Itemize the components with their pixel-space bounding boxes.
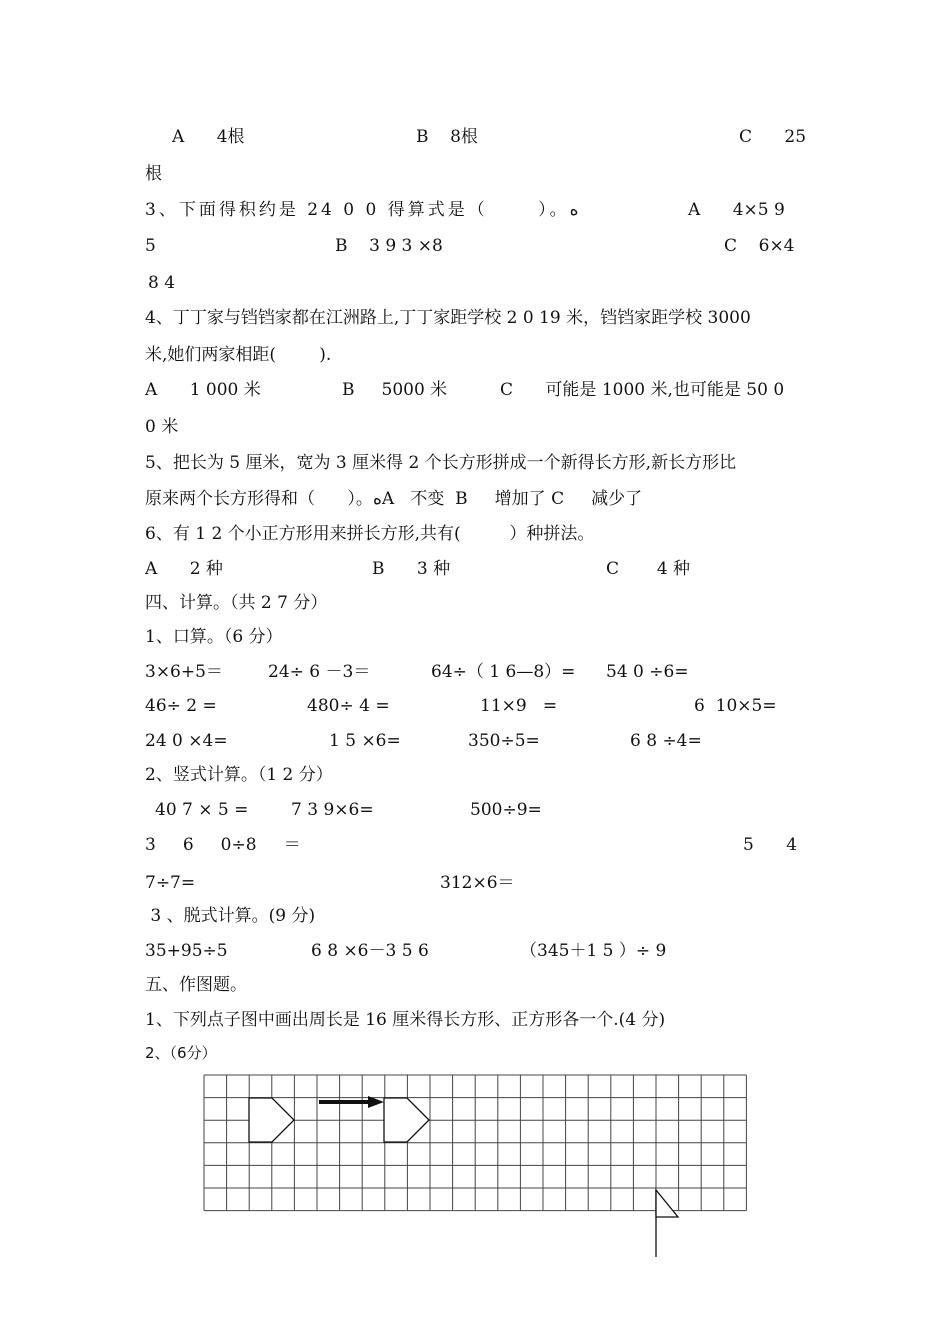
stepwise-calc-title: 3 、脱式计算。(9 分) [145,906,316,926]
draw-q1-text: 1、下列点子图中画出周长是 16 厘米得长方形、正方形各一个.(4 分) [145,1010,666,1030]
oral-item: 480÷ 4 = [307,696,390,716]
q4-option-c-continued: 0 米 [145,417,179,437]
oral-item: 46÷ 2 = [145,696,217,716]
q3-option-b: B 3 9 3 ×8 [335,236,443,256]
vertical-item: 3 6 0÷8 ＝ [145,835,301,855]
q3-stem: 3、下面得积约是 24 0 0 得算式是（ ）。ه [145,200,579,220]
vertical-item: 40 7 × 5 = [155,800,249,820]
q3-option-c-continued: 8 4 [148,273,176,293]
pentagon-shape-original [249,1098,294,1142]
q6-option-c: C 4 种 [606,559,691,579]
q2-option-c: C 25 [739,127,807,147]
vertical-item: 312×6＝ [440,873,515,893]
q2-option-b: B 8根 [416,127,478,147]
q5-line1: 5、把长为 5 厘米，宽为 3 厘米得 2 个长方形拼成一个新得长方形,新长方形比 [145,453,737,473]
oral-item: 54 0 ÷6= [606,662,689,682]
q4-option-a: A 1 000 米 [145,380,261,400]
oral-item: 24÷ 6 －3＝ [268,662,371,682]
stepwise-item: 6 8 ×6－3 5 6 [311,941,429,961]
flag-shape [656,1190,678,1217]
q3-option-a-continued: 5 [145,236,156,256]
q4-option-c: C 可能是 1000 米,也可能是 50 0 [500,380,785,400]
q4-line2: 米,她们两家相距( ). [145,345,332,365]
draw-q2-text: 2、（6分） [145,1044,217,1062]
q4-line1: 4、丁丁家与铛铛家都在江洲路上,丁丁家距学校 2 0 19 米，铛铛家距学校 3000 [145,308,751,328]
vertical-item: 500÷9= [470,800,542,820]
vertical-item: 7 3 9×6= [291,800,374,820]
q6-option-a: A 2 种 [145,559,223,579]
oral-item: 24 0 ×4= [145,731,228,751]
q3-option-a: A 4×5 9 [688,200,785,220]
vertical-item: 5 4 [743,835,798,855]
q3-option-c: C 6×4 [724,236,795,256]
q2-option-c-continued: 根 [145,164,162,184]
oral-item: 11×9 = [480,696,558,716]
q2-option-a: A 4根 [172,127,245,147]
stepwise-item: （345＋1 5 ）÷ 9 [520,941,667,961]
oral-item: 350÷5= [468,731,540,751]
q6-option-b: B 3 种 [372,559,451,579]
pentagon-shape-moved [384,1098,429,1142]
section4-title: 四、计算。（共 2 7 分） [145,593,328,613]
vertical-item: 7÷7= [145,873,196,893]
q5-line2: 原来两个长方形得和（ ）。هA 不变 B 增加了 C 减少了 [145,489,643,509]
oral-calc-title: 1、口算。（6 分） [145,627,283,647]
section5-title: 五、作图题。 [145,975,247,995]
vertical-calc-title: 2、竖式计算。（1 2 分） [145,765,333,785]
oral-item: 64÷（ 1 6—8）= [431,662,576,682]
oral-item: 6 10×5= [694,696,777,716]
oral-item: 6 8 ÷4= [630,731,702,751]
q4-option-b: B 5000 米 [342,380,448,400]
q6-stem: 6、有 1 2 个小正方形用来拼长方形,共有( ）种拼法。 [145,524,595,544]
oral-item: 1 5 ×6= [329,731,401,751]
stepwise-item: 35+95÷5 [145,941,228,961]
oral-item: 3×6+5＝ [145,662,223,682]
square-grid [204,1075,746,1211]
